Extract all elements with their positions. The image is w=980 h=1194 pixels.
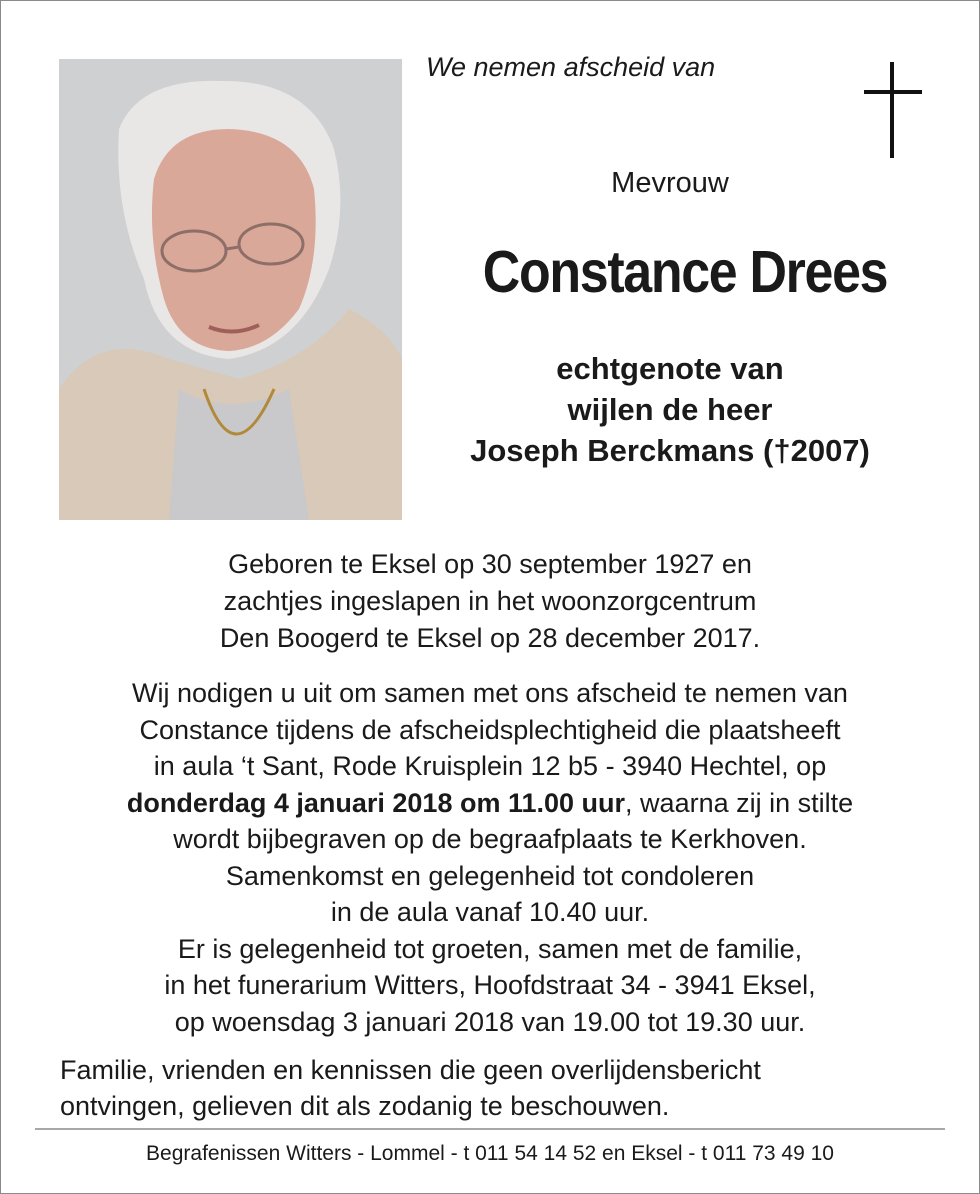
intro-text: We nemen afscheid van <box>426 52 716 82</box>
deceased-name: Constance Drees <box>482 239 888 305</box>
cross-vertical-bar <box>890 62 894 158</box>
latin-cross-icon <box>864 62 922 158</box>
invite-line: in het funerarium Witters, Hoofdstraat 34 - 3941 Eksel, <box>164 970 816 1000</box>
invite-line: Er is gelegenheid tot groeten, samen met de familie, <box>177 933 803 964</box>
portrait-photo <box>59 59 402 520</box>
invite-line-rest: , waarna zij in stilte <box>625 787 854 818</box>
cross-horizontal-bar <box>864 90 922 94</box>
family-line: ontvingen, gelieven dit als zodanig te beschouwen. <box>60 1091 670 1121</box>
invite-line-ceremony-date <box>0 785 980 822</box>
family-notice <box>60 1052 761 1124</box>
spouse-block <box>405 348 935 471</box>
invite-line: wordt bijbegraven op de begraafplaats te Kerkhoven. <box>173 824 807 854</box>
birth-death-paragraph <box>0 546 980 657</box>
birth-line: Den Boogerd te Eksel op 28 december 2017. <box>219 623 761 653</box>
spouse-line: echtgenote van <box>556 351 784 386</box>
invite-line: Constance tijdens de afscheidsplechtigheid die plaatsheeft <box>139 714 841 745</box>
invite-line: in aula ‘t Sant, Rode Kruisplein 12 b5 - 3940 Hechtel, op <box>153 751 827 781</box>
footer-divider <box>35 1128 945 1130</box>
invite-line: Samenkomst en gelegenheid tot condoleren <box>225 860 755 891</box>
family-line: Familie, vrienden en kennissen die geen overlijdensbericht <box>60 1055 761 1085</box>
birth-line: Geboren te Eksel op 30 september 1927 en <box>228 549 752 579</box>
birth-line: zachtjes ingeslapen in het woonzorgcentrum <box>223 586 757 616</box>
invitation-paragraph <box>0 675 980 1040</box>
invite-line: in de aula vanaf 10.40 uur. <box>330 897 650 927</box>
spouse-line: Joseph Berckmans (†2007) <box>470 433 870 468</box>
spouse-line: wijlen de heer <box>567 392 773 427</box>
funeral-home-footer: Begrafenissen Witters - Lommel - t 011 54 14 52 en Eksel - t 011 73 49 10 <box>146 1142 834 1165</box>
ceremony-datetime: donderdag 4 januari 2018 om 11.00 uur <box>126 787 626 818</box>
honorific: Mevrouw <box>611 167 729 199</box>
invite-line: op woensdag 3 januari 2018 van 19.00 tot 19.30 uur. <box>174 1006 806 1037</box>
invite-line: Wij nodigen u uit om samen met ons afscheid te nemen van <box>132 678 848 708</box>
